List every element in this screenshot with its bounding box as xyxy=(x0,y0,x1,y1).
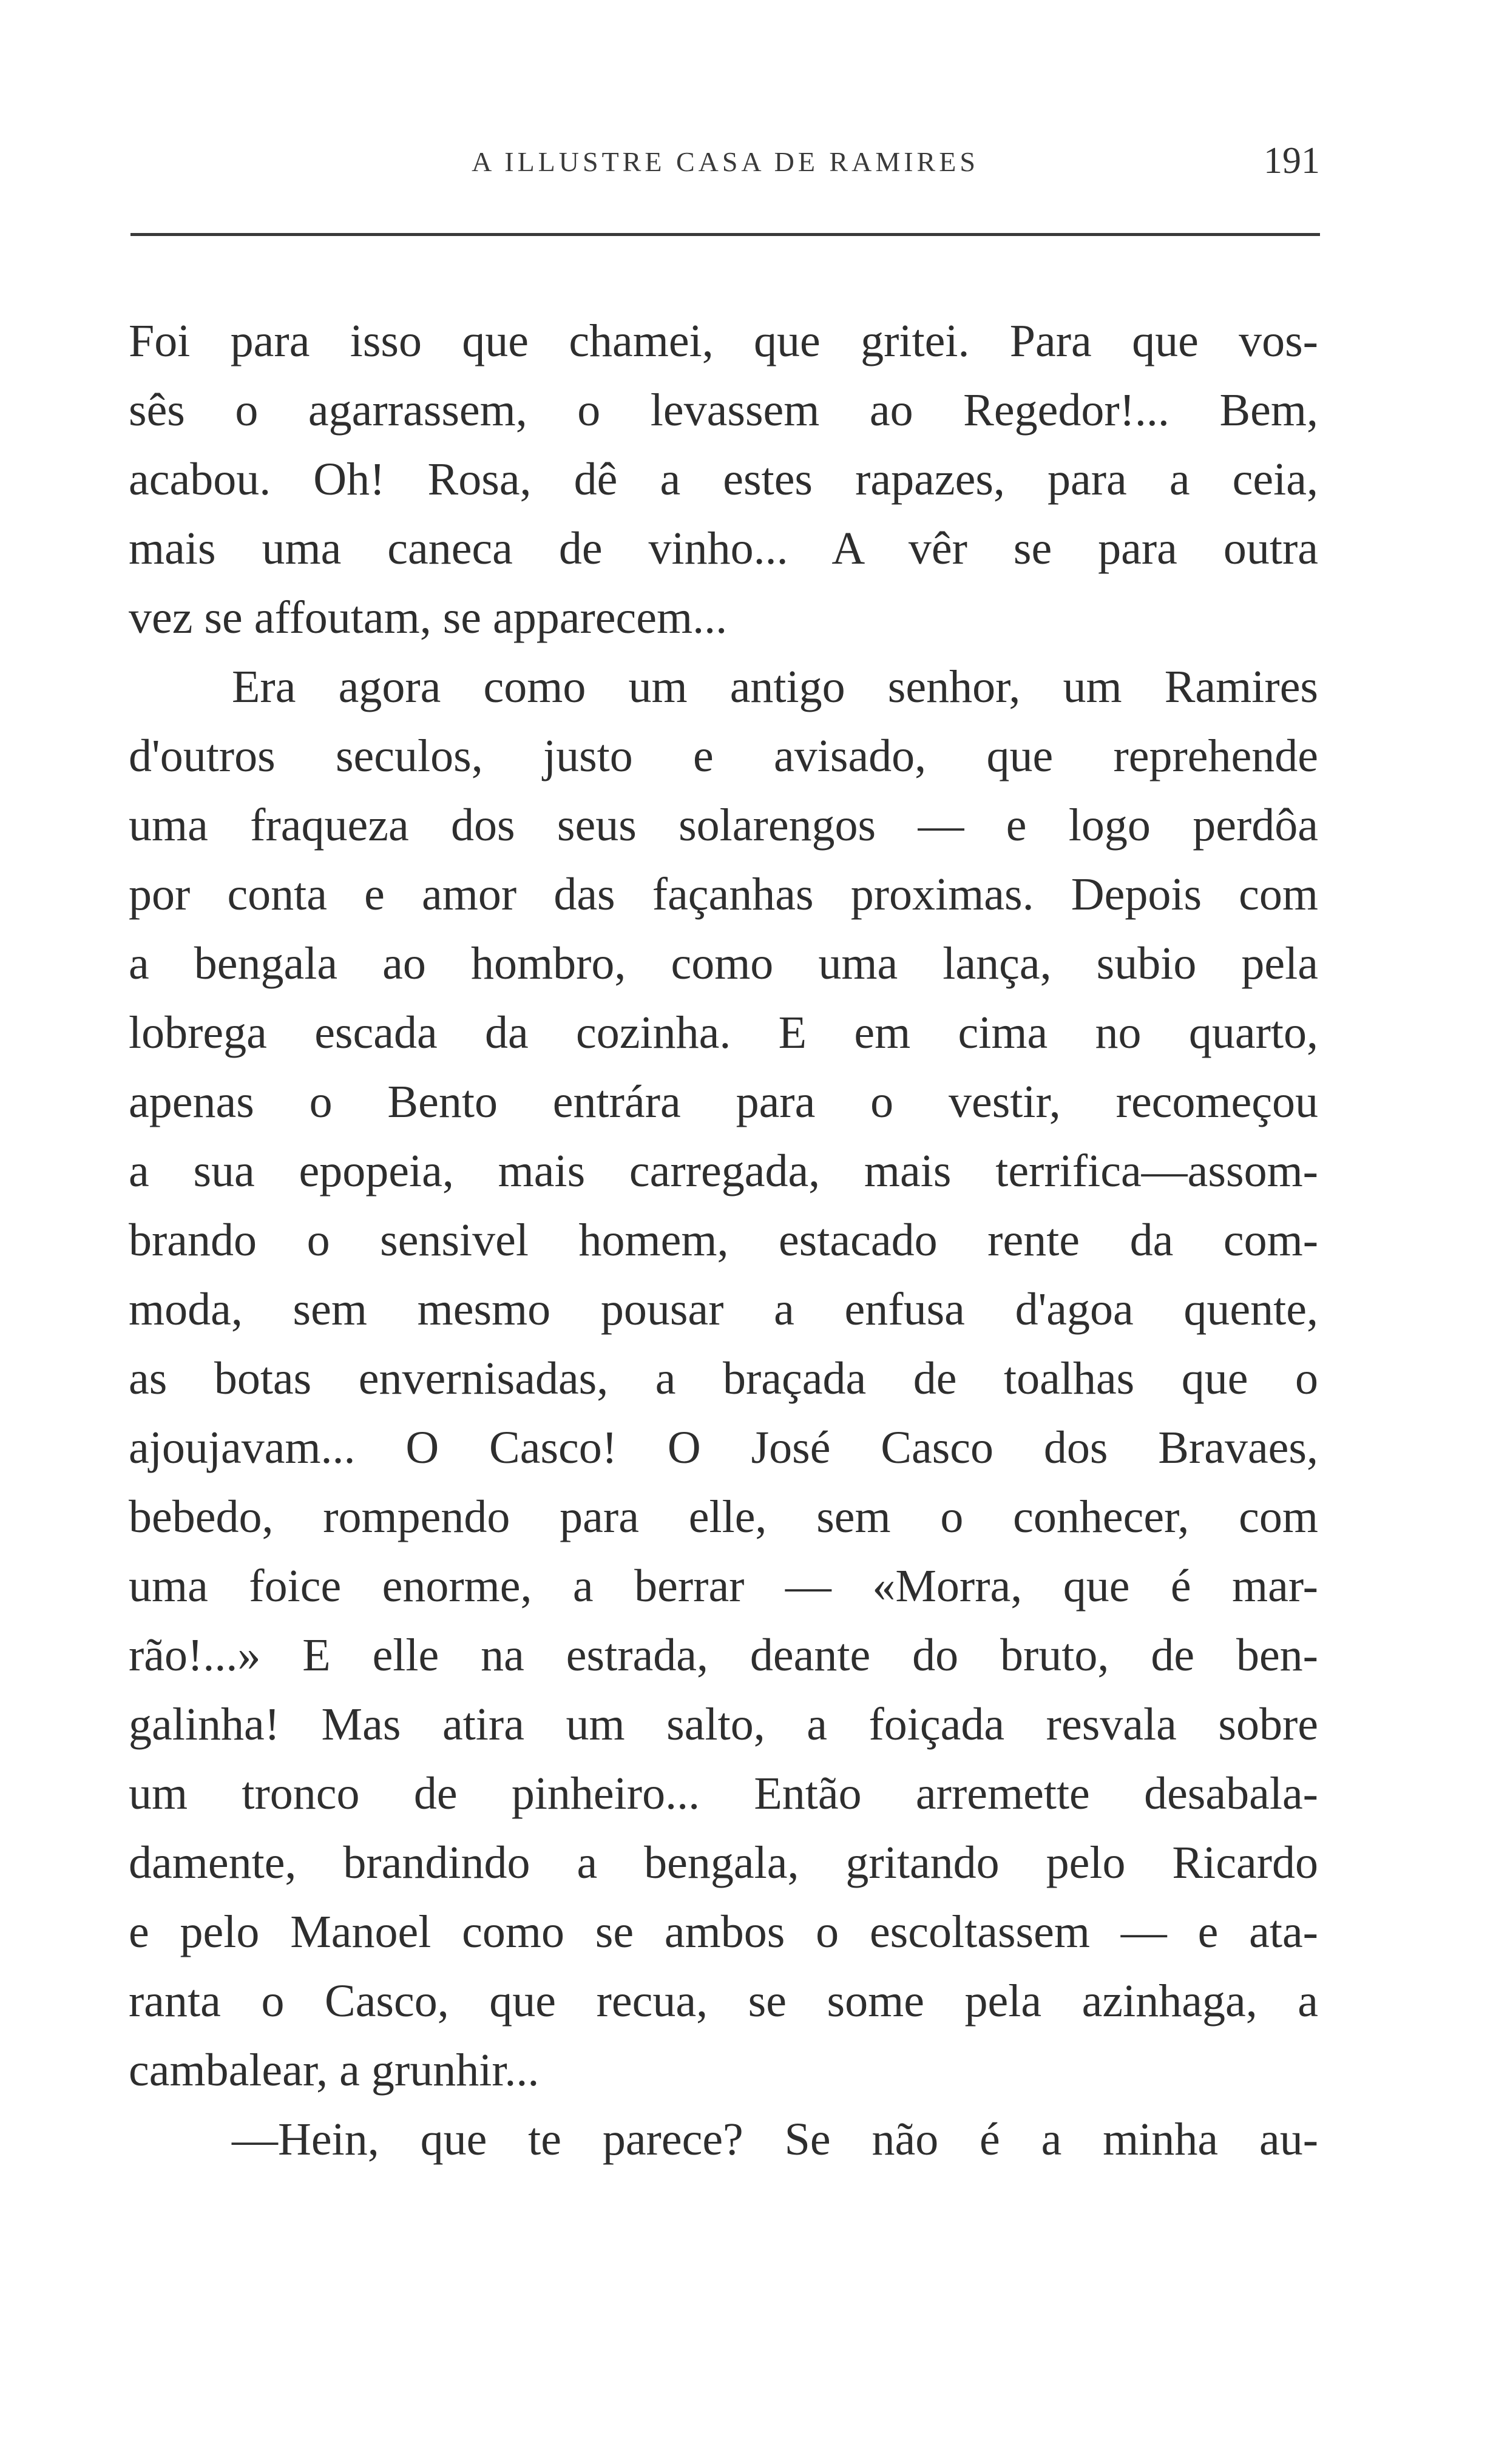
text-line: a sua epopeia, mais carregada, mais terrifica—assom- xyxy=(129,1146,1318,1197)
header-rule xyxy=(130,233,1320,236)
text-line: bebedo, rompendo para elle, sem o conhecer, com xyxy=(129,1491,1318,1542)
page-header xyxy=(130,140,1320,194)
text-line: moda, sem mesmo pousar a enfusa d'agoa quente, xyxy=(129,1284,1318,1335)
text-line: ranta o Casco, que recua, se some pela azinhaga, a xyxy=(129,1976,1318,2027)
text-line: mais uma caneca de vinho... A vêr se para outra xyxy=(129,523,1318,574)
text-line: um tronco de pinheiro... Então arremette desabala- xyxy=(129,1768,1318,1819)
text-line: a bengala ao hombro, como uma lança, subio pela xyxy=(129,938,1318,989)
text-line: galinha! Mas atira um salto, a foiçada resvala sobre xyxy=(129,1699,1318,1750)
text-line: —Hein, que te parece? Se não é a minha au- xyxy=(232,2114,1318,2165)
page-number: 191 xyxy=(1264,140,1320,181)
text-line: sês o agarrassem, o levassem ao Regedor!... Bem, xyxy=(129,385,1318,436)
running-title: A ILLUSTRE CASA DE RAMIRES xyxy=(472,146,979,177)
body-text xyxy=(129,306,1318,2174)
text-line: lobrega escada da cozinha. E em cima no quarto, xyxy=(129,1007,1318,1058)
text-line: vez se affoutam, se apparecem... xyxy=(129,592,728,643)
text-line: ajoujavam... O Casco! O José Casco dos Bravaes, xyxy=(129,1422,1318,1473)
text-line: damente, brandindo a bengala, gritando pelo Ricardo xyxy=(129,1837,1318,1888)
text-line: e pelo Manoel como se ambos o escoltassem — e ata- xyxy=(129,1906,1318,1957)
text-line: por conta e amor das façanhas proximas. Depois com xyxy=(129,869,1318,920)
text-line: apenas o Bento entrára para o vestir, recomeçou xyxy=(129,1076,1318,1127)
text-line: Era agora como um antigo senhor, um Ramires xyxy=(232,661,1318,712)
text-line: acabou. Oh! Rosa, dê a estes rapazes, para a ceia, xyxy=(129,454,1318,505)
text-line: cambalear, a grunhir... xyxy=(129,2045,540,2096)
text-line: d'outros seculos, justo e avisado, que reprehende xyxy=(129,731,1318,781)
text-line: rão!...» E elle na estrada, deante do bruto, de ben- xyxy=(129,1630,1318,1681)
text-line: Foi para isso que chamei, que gritei. Para que vos- xyxy=(129,316,1318,366)
text-line: as botas envernisadas, a braçada de toalhas que o xyxy=(129,1353,1318,1404)
text-line: brando o sensivel homem, estacado rente da com- xyxy=(129,1215,1318,1266)
text-line: uma foice enorme, a berrar — «Morra, que é mar- xyxy=(129,1561,1318,1612)
text-line: uma fraqueza dos seus solarengos — e logo perdôa xyxy=(129,800,1318,851)
